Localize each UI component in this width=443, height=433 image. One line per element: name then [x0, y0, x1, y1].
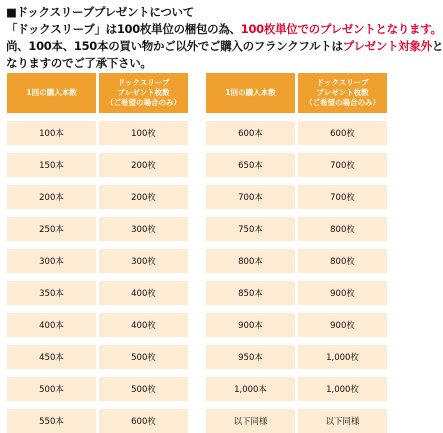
qty-cell: 750本 [206, 217, 295, 241]
sleeve-cell: 800枚 [298, 249, 387, 273]
table-row [206, 409, 388, 433]
header-purchase-qty [206, 73, 295, 113]
header-purchase-qty-label: 1回の購入本数 [225, 88, 276, 97]
left-table [7, 73, 189, 433]
qty-cell: 500本 [7, 377, 96, 401]
sleeve-cell: 500枚 [99, 345, 188, 369]
table-row [7, 313, 189, 337]
table-row [206, 345, 388, 369]
sleeve-cell: 200枚 [99, 153, 188, 177]
qty-cell: 250本 [7, 217, 96, 241]
sleeve-cell: 400枚 [99, 281, 188, 305]
qty-cell: 100本 [7, 121, 96, 145]
intro-line-4: なりますのでご了承下さい。 [6, 56, 152, 70]
table-row [7, 185, 189, 209]
intro-line-2-highlight: 100枚単位でのプレゼントとなります。 [240, 22, 442, 36]
intro-heading: ■ドックスリーブプレゼントについて [6, 5, 194, 19]
header-purchase-qty [7, 73, 96, 113]
intro-text [6, 4, 443, 72]
sleeve-cell: 1,000枚 [298, 377, 387, 401]
intro-line-3-highlight: プレゼント対象外 [342, 39, 432, 53]
table-row [206, 185, 388, 209]
sleeve-cell: 500枚 [99, 377, 188, 401]
header-sleeve-line2: プレゼント枚数 [316, 88, 369, 97]
table-row [7, 377, 189, 401]
qty-cell: 850本 [206, 281, 295, 305]
right-table [206, 73, 388, 433]
intro-line-3-text: 尚、100本、150本の買い物かご以外でご購入のフランクフルトは [6, 39, 343, 53]
sleeve-cell: 700枚 [298, 153, 387, 177]
qty-cell: 以下同様 [206, 409, 295, 433]
sleeve-cell: 700枚 [298, 185, 387, 209]
header-sleeve-line1: ドックスリーブ [316, 78, 369, 87]
header-sleeve-line3: （ご希望の場合のみ） [106, 98, 181, 107]
table-row [7, 249, 189, 273]
qty-cell: 700本 [206, 185, 295, 209]
sleeve-cell: 900枚 [298, 313, 387, 337]
sleeve-cell: 100枚 [99, 121, 188, 145]
table-body [7, 121, 189, 433]
table-row [206, 153, 388, 177]
sleeve-cell: 600枚 [99, 409, 188, 433]
table-row [7, 281, 189, 305]
table-row [206, 249, 388, 273]
qty-cell: 600本 [206, 121, 295, 145]
table-row [206, 217, 388, 241]
sleeve-cell: 600枚 [298, 121, 387, 145]
table-header [7, 73, 189, 113]
table-body [206, 121, 388, 433]
sleeve-cell: 300枚 [99, 217, 188, 241]
table-header [206, 73, 388, 113]
table-row [206, 313, 388, 337]
table-row [206, 121, 388, 145]
sleeve-cell: 200枚 [99, 185, 188, 209]
qty-cell: 800本 [206, 249, 295, 273]
table-row [7, 345, 189, 369]
qty-cell: 650本 [206, 153, 295, 177]
header-sleeve-line1: ドックスリーブ [117, 78, 170, 87]
sleeve-cell: 以下同様 [298, 409, 387, 433]
table-row [7, 409, 189, 433]
header-sleeve-line3: （ご希望の場合のみ） [305, 98, 380, 107]
table-row [206, 377, 388, 401]
header-purchase-qty-label: 1回の購入本数 [26, 88, 77, 97]
sleeve-cell: 300枚 [99, 249, 188, 273]
sleeve-cell: 1,000枚 [298, 345, 387, 369]
qty-cell: 300本 [7, 249, 96, 273]
intro-line-2 [6, 21, 442, 38]
qty-cell: 900本 [206, 313, 295, 337]
table-row [7, 121, 189, 145]
intro-line-3 [6, 38, 443, 55]
qty-cell: 200本 [7, 185, 96, 209]
qty-cell: 550本 [7, 409, 96, 433]
table-row [206, 281, 388, 305]
table-row [7, 153, 189, 177]
sleeve-cell: 400枚 [99, 313, 188, 337]
header-sleeve-count [298, 73, 387, 113]
intro-line-2-text: 「ドックスリーブ」は100枚単位の梱包の為、 [6, 22, 241, 36]
qty-cell: 350本 [7, 281, 96, 305]
qty-cell: 950本 [206, 345, 295, 369]
qty-cell: 1,000本 [206, 377, 295, 401]
header-sleeve-count [99, 73, 188, 113]
intro-line-3-end: と [431, 39, 443, 53]
sleeve-cell: 900枚 [298, 281, 387, 305]
table-row [7, 217, 189, 241]
qty-cell: 400本 [7, 313, 96, 337]
sleeve-cell: 800枚 [298, 217, 387, 241]
header-sleeve-line2: プレゼント枚数 [117, 88, 170, 97]
qty-cell: 150本 [7, 153, 96, 177]
qty-cell: 450本 [7, 345, 96, 369]
